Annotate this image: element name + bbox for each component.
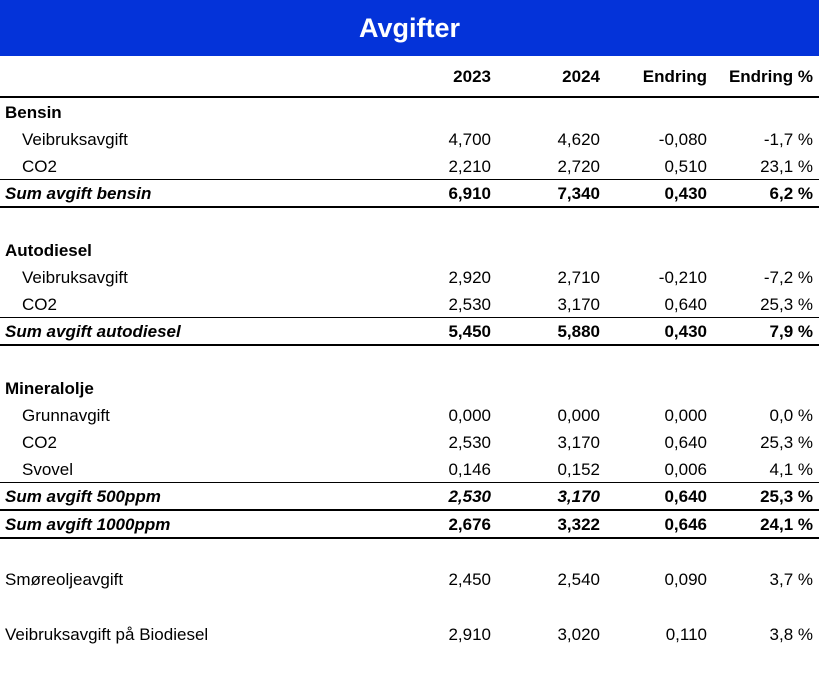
cell-2023: 0,146 <box>448 460 491 479</box>
row-label: Veibruksavgift på Biodiesel <box>5 625 209 644</box>
table-row <box>0 429 819 456</box>
cell-endring: 0,510 <box>664 157 707 176</box>
row-label: Grunnavgift <box>22 406 110 425</box>
cell-2024: 5,880 <box>557 322 600 341</box>
table-row <box>0 456 819 483</box>
section-heading-label: Autodiesel <box>5 241 92 260</box>
cell-2024: 4,620 <box>557 130 600 149</box>
section-heading-mineralolje <box>0 375 819 402</box>
cell-2023: 4,700 <box>448 130 491 149</box>
cell-2023: 2,910 <box>448 625 491 644</box>
cell-endring-pct: -1,7 % <box>763 130 813 149</box>
cell-2024: 0,152 <box>557 460 600 479</box>
table-row <box>0 126 819 153</box>
cell-2024: 3,020 <box>557 625 600 644</box>
cell-2024: 2,710 <box>557 268 600 287</box>
cell-2023: 2,676 <box>448 515 491 534</box>
sum-divider-bottom <box>0 344 819 346</box>
cell-2023: 2,530 <box>448 487 491 506</box>
row-label: Veibruksavgift <box>22 130 128 149</box>
cell-2024: 3,170 <box>557 433 600 452</box>
row-label: CO2 <box>22 157 57 176</box>
sum-row-500ppm <box>0 483 819 510</box>
row-label: Smøreoljeavgift <box>5 570 124 589</box>
cell-endring-pct: 4,1 % <box>769 460 813 479</box>
cell-2023: 2,530 <box>448 433 491 452</box>
row-label: Veibruksavgift <box>22 268 128 287</box>
section-heading-bensin <box>0 99 819 126</box>
sum-label: Sum avgift 1000ppm <box>5 515 171 534</box>
cell-endring: 0,430 <box>664 322 707 341</box>
header-divider <box>0 96 819 98</box>
sum-row-bensin <box>0 180 819 207</box>
cell-endring: -0,210 <box>658 268 707 287</box>
cell-endring-pct: 0,0 % <box>769 406 813 425</box>
cell-2024: 2,720 <box>557 157 600 176</box>
section-heading-label: Bensin <box>5 103 62 122</box>
cell-endring-pct: 25,3 % <box>760 487 813 506</box>
cell-2024: 7,340 <box>557 184 600 203</box>
sum-label: Sum avgift autodiesel <box>5 322 181 341</box>
column-header-2024: 2024 <box>562 67 600 86</box>
column-header-endring-pct: Endring % <box>728 67 813 86</box>
column-header-endring: Endring <box>642 67 707 86</box>
cell-2023: 2,450 <box>448 570 491 589</box>
sum-divider-bottom <box>0 537 819 539</box>
cell-endring: 0,110 <box>665 625 707 644</box>
cell-endring: 0,640 <box>664 487 707 506</box>
cell-2023: 2,210 <box>448 157 491 176</box>
cell-2024: 2,540 <box>557 570 600 589</box>
row-label: CO2 <box>22 295 57 314</box>
cell-endring: -0,080 <box>658 130 707 149</box>
table-row-biodiesel <box>0 621 819 648</box>
cell-2023: 2,530 <box>448 295 491 314</box>
cell-endring: 0,000 <box>664 406 707 425</box>
cell-2024: 3,170 <box>557 487 600 506</box>
cell-endring: 0,640 <box>664 295 707 314</box>
section-heading-label: Mineralolje <box>5 379 94 398</box>
section-heading-autodiesel <box>0 237 819 264</box>
column-header-2023: 2023 <box>453 67 491 86</box>
cell-2023: 0,000 <box>448 406 491 425</box>
sum-divider-bottom <box>0 206 819 208</box>
cell-2023: 6,910 <box>448 184 491 203</box>
cell-endring-pct: 6,2 % <box>769 184 813 203</box>
cell-2023: 5,450 <box>448 322 491 341</box>
cell-2024: 0,000 <box>557 406 600 425</box>
cell-endring-pct: 3,8 % <box>769 625 813 644</box>
cell-endring: 0,430 <box>664 184 707 203</box>
cell-endring: 0,090 <box>664 570 707 589</box>
cell-endring-pct: 25,3 % <box>760 295 813 314</box>
cell-endring: 0,006 <box>664 460 707 479</box>
cell-endring-pct: 24,1 % <box>760 515 813 534</box>
cell-endring-pct: 3,7 % <box>769 570 813 589</box>
cell-endring-pct: 25,3 % <box>760 433 813 452</box>
table-row <box>0 402 819 429</box>
table-row-smoreolje <box>0 566 819 593</box>
table-title: Avgifter <box>0 0 819 56</box>
cell-endring-pct: 23,1 % <box>760 157 813 176</box>
table-row <box>0 153 819 180</box>
table-row <box>0 291 819 318</box>
cell-2023: 2,920 <box>448 268 491 287</box>
row-label: CO2 <box>22 433 57 452</box>
sum-row-1000ppm <box>0 511 819 538</box>
cell-endring-pct: -7,2 % <box>763 268 813 287</box>
cell-2024: 3,322 <box>557 515 600 534</box>
table-row <box>0 264 819 291</box>
sum-label: Sum avgift 500ppm <box>5 487 161 506</box>
sum-row-autodiesel <box>0 318 819 345</box>
column-header-row <box>0 63 819 90</box>
cell-endring: 0,640 <box>664 433 707 452</box>
cell-endring: 0,646 <box>664 515 707 534</box>
sum-label: Sum avgift bensin <box>5 184 152 203</box>
row-label: Svovel <box>22 460 74 479</box>
cell-endring-pct: 7,9 % <box>769 322 813 341</box>
cell-2024: 3,170 <box>557 295 600 314</box>
